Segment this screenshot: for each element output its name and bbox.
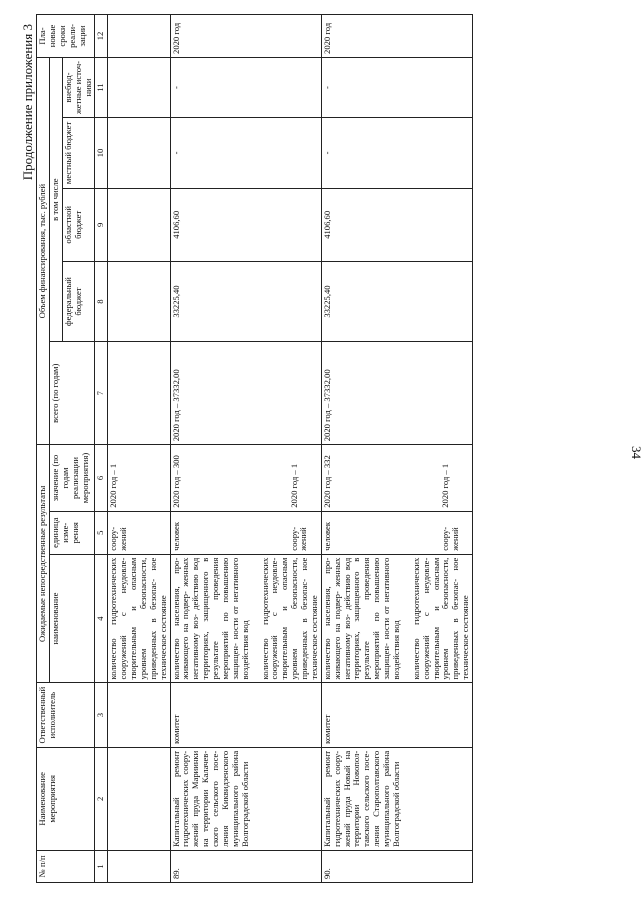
row-extra: - bbox=[170, 57, 321, 117]
header-unit: единица изме- рения bbox=[49, 511, 95, 554]
row-units bbox=[321, 511, 472, 554]
table-row-carryover bbox=[108, 15, 170, 883]
cell-empty bbox=[108, 118, 170, 189]
row-federal: 33225,40 bbox=[170, 261, 321, 341]
row-unit-people: человек bbox=[170, 521, 181, 551]
row-value-people: 2020 год – 300 bbox=[170, 455, 181, 508]
row-total: 2020 год – 37332,00 bbox=[321, 342, 472, 445]
row-value-structures: 2020 год – 1 bbox=[439, 463, 450, 508]
row-regional: 4106,60 bbox=[321, 188, 472, 261]
header-result-name: наименование bbox=[49, 554, 95, 683]
row-extra: - bbox=[321, 57, 472, 117]
col-number: 7 bbox=[95, 342, 108, 445]
cell-empty bbox=[108, 188, 170, 261]
row-regional: 4106,60 bbox=[170, 188, 321, 261]
header-value: значение (по годам реализации мероприятия) bbox=[49, 445, 95, 512]
program-table bbox=[36, 14, 473, 883]
row-value-people: 2020 год – 332 bbox=[321, 455, 332, 508]
table-row bbox=[170, 15, 321, 883]
header-name: Наименование мероприятия bbox=[37, 747, 95, 850]
row-total: 2020 год – 37332,00 bbox=[170, 342, 321, 445]
col-number: 11 bbox=[95, 57, 108, 117]
col-number: 10 bbox=[95, 118, 108, 189]
row-effect-population: количество населения, про- живающего на подвер- женных негативному воз- действию вод территориях, защищенного в результате проведения мероприятий по повышению защищен- ности от негативного воздействия вод bbox=[321, 557, 401, 680]
cell-empty bbox=[108, 15, 170, 58]
cell-empty bbox=[108, 850, 170, 882]
cell-empty bbox=[108, 683, 170, 747]
header-regional: областной бюджет bbox=[62, 188, 95, 261]
carry-effect: количество гидротехнических сооружений с неудовле- творительным и опасным уровнем безопасности, приведенных в безопас- ное техническое состояние bbox=[108, 554, 170, 683]
cell-empty bbox=[108, 342, 170, 445]
row-effects bbox=[170, 554, 321, 683]
row-unit-structures: соору- жений bbox=[439, 526, 460, 551]
row-number: 89. bbox=[170, 850, 321, 882]
carry-unit: соору- жений bbox=[108, 511, 170, 554]
header-no: № п/п bbox=[37, 850, 95, 882]
header-executor: Ответственный исполнитель bbox=[37, 683, 95, 747]
row-federal: 33225,40 bbox=[321, 261, 472, 341]
cell-empty bbox=[108, 261, 170, 341]
row-term: 2020 год bbox=[170, 15, 321, 58]
col-number: 3 bbox=[95, 683, 108, 747]
row-unit-structures: соору- жений bbox=[288, 526, 309, 551]
row-local: - bbox=[170, 118, 321, 189]
header-extra: внебюд- жетные источ- ники bbox=[62, 57, 95, 117]
table-row bbox=[321, 15, 472, 883]
row-effect-structures: количество гидротехнических сооружений с неудовле- творительным и опасным уровнем безопасности, приведенных в безопас- ное техническое состояние bbox=[410, 557, 471, 680]
row-unit-people: человек bbox=[321, 521, 332, 551]
header-term: Пла- новые сроки реали- зации bbox=[37, 15, 95, 58]
row-value-structures: 2020 год – 1 bbox=[288, 463, 299, 508]
col-number: 4 bbox=[95, 554, 108, 683]
header-including: в том числе bbox=[49, 57, 62, 341]
row-event-name: Капитальный ремонт гидротехнических соору- жений пруда Новый на территории Новопол- тавского сельского посе- ления Старополтавского муниципального района Волгоградской области bbox=[321, 747, 472, 850]
row-values bbox=[170, 445, 321, 512]
column-number-row bbox=[95, 15, 108, 883]
col-number: 8 bbox=[95, 261, 108, 341]
col-number: 12 bbox=[95, 15, 108, 58]
header-total: всего (по годам) bbox=[49, 342, 95, 445]
header-federal: федеральный бюджет bbox=[62, 261, 95, 341]
row-number: 90. bbox=[321, 850, 472, 882]
continuation-caption: Продолжение приложения 3 bbox=[20, 24, 35, 181]
col-number: 6 bbox=[95, 445, 108, 512]
cell-empty bbox=[108, 747, 170, 850]
row-event-name: Капитальный ремонт гидротехнических соору- жений пруда Мариинки на территории Калачев- ского сельского посе- ления Киквидзенского муниципального района Волгоградской области bbox=[170, 747, 321, 850]
row-effect-population: количество населения, про- живающего на подвер- женных негативному воз- действию вод территориях, защищенного в результате проведения мероприятий по повышению защищен- ности от негативного воздействия вод bbox=[170, 557, 250, 680]
row-local: - bbox=[321, 118, 472, 189]
row-executor: комитет bbox=[170, 683, 321, 747]
row-effect-structures: количество гидротехнических сооружений с неудовле- творительным и опасным уровнем безопасности, приведенных в безопас- ное техническое состояние bbox=[259, 557, 319, 680]
header-funding-group: Объем финансирования, тыс. рублей bbox=[37, 57, 50, 444]
cell-empty bbox=[108, 57, 170, 117]
row-units bbox=[170, 511, 321, 554]
col-number: 9 bbox=[95, 188, 108, 261]
page-number: 34 bbox=[629, 446, 644, 459]
col-number: 1 bbox=[95, 850, 108, 882]
carry-value: 2020 год – 1 bbox=[108, 445, 170, 512]
row-executor: комитет bbox=[321, 683, 472, 747]
row-values bbox=[321, 445, 472, 512]
row-effects bbox=[321, 554, 472, 683]
row-term: 2020 год bbox=[321, 15, 472, 58]
header-results-group: Ожидаемые непосредственные результаты bbox=[37, 445, 50, 683]
col-number: 2 bbox=[95, 747, 108, 850]
header-local: местный бюджет bbox=[62, 118, 95, 189]
col-number: 5 bbox=[95, 511, 108, 554]
